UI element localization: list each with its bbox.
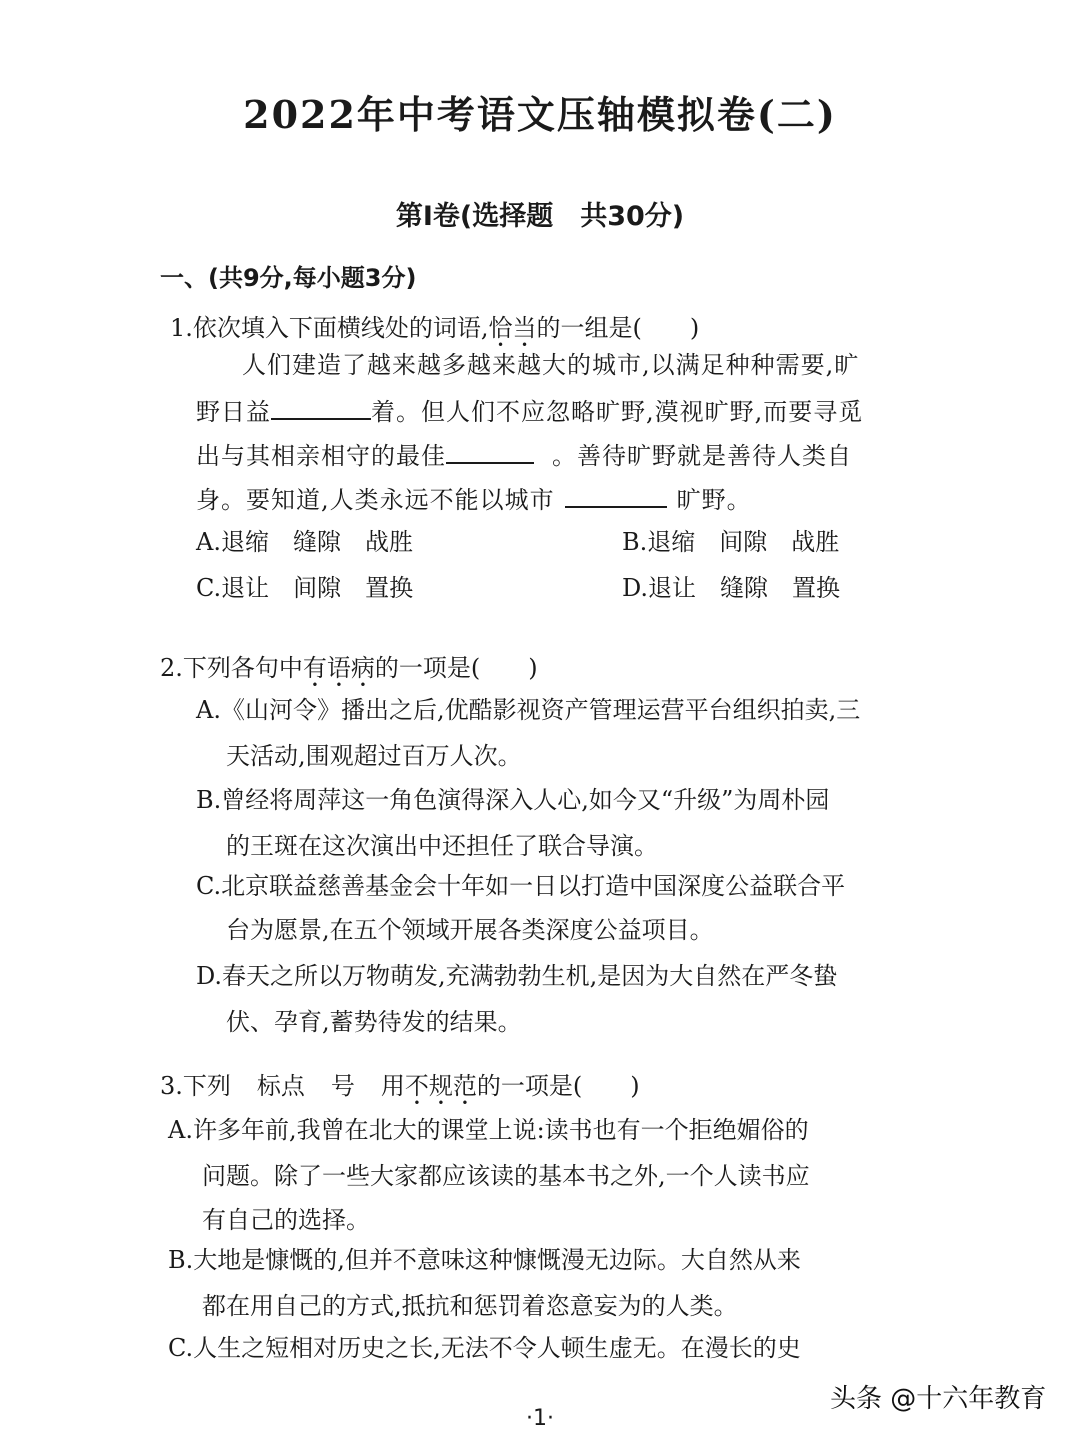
q2-option-d-line-1: D.春天之所以万物萌发,充满勃勃生机,是因为大自然在严冬蛰 (196, 962, 838, 990)
fill-blank-1 (271, 396, 371, 420)
q3-stem-text: 3.下列 (160, 1072, 231, 1100)
q3-option-a-line-2: 问题。除了一些大家都应该读的基本书之外,一个人读书应 (202, 1162, 810, 1190)
emphasis-char: 规 (428, 1072, 453, 1100)
q1-option-d: D.退让 缝隙 置换 (622, 574, 841, 602)
q1-stem-tail: 的一组是( ) (536, 314, 700, 342)
passage-text: 身。要知道,人类永远不能以城市 (196, 486, 555, 514)
q2-option-d-line-2: 伏、孕育,蓄势待发的结果。 (226, 1008, 522, 1036)
emphasis-char: 有 (302, 654, 327, 682)
q1-option-b: B.退缩 间隙 战胜 (622, 528, 840, 556)
q2-option-c-line-1: C.北京联益慈善基金会十年如一日以打造中国深度公益联合平 (196, 872, 846, 900)
q1-passage-line-1: 人们建造了越来越多越来越大的城市,以满足种种需要,旷 (242, 351, 860, 379)
emphasis-char: 当 (512, 314, 537, 342)
q3-option-a-line-1: A.许多年前,我曾在北大的课堂上说:读书也有一个拒绝媚俗的 (168, 1116, 809, 1144)
q1-option-a: A.退缩 缝隙 战胜 (196, 528, 413, 556)
q3-stem-tail: 的一项是( ) (476, 1072, 640, 1100)
q3-stem-text: 用 (380, 1072, 405, 1100)
passage-text: 旷野。 (676, 486, 752, 514)
q3-option-a-line-3: 有自己的选择。 (202, 1206, 370, 1234)
q3-stem-text: 标点 (256, 1072, 305, 1100)
section-heading: 一、(共9分,每小题3分) (160, 264, 417, 292)
passage-text: 野日益 (196, 398, 271, 426)
page-number: ·1· (526, 1406, 554, 1431)
exam-title: 2022年中考语文压轴模拟卷(二) (243, 92, 837, 137)
q3-option-b-line-1: B.大地是慷慨的,但并不意味这种慷慨漫无边际。大自然从来 (168, 1246, 801, 1274)
q2-option-c-line-2: 台为愿景,在五个领域开展各类深度公益项目。 (226, 916, 714, 944)
q2-option-a-line-2: 天活动,围观超过百万人次。 (226, 742, 522, 770)
passage-text: 出与其相亲相守的最佳 (196, 442, 446, 470)
emphasis-char: 病 (350, 654, 375, 682)
q1-option-c: C.退让 间隙 置换 (196, 574, 414, 602)
q1-stem-text: 1.依次填入下面横线处的词语, (170, 314, 489, 342)
q1-passage-line-3 (196, 436, 852, 471)
question-3-stem (160, 1066, 640, 1101)
q2-option-a-line-1: A.《山河令》播出之后,优酷影视资产管理运营平台组织拍卖,三 (196, 696, 861, 724)
q2-stem-text: 2.下列各句中 (160, 654, 303, 682)
question-1-stem (170, 308, 699, 343)
emphasis-char: 语 (326, 654, 351, 682)
emphasis-char: 不 (404, 1072, 429, 1100)
q2-stem-tail: 的一项是( ) (374, 654, 538, 682)
q3-option-c-line-1: C.人生之短相对历史之长,无法不令人顿生虚无。在漫长的史 (168, 1334, 801, 1362)
passage-text: 。善待旷野就是善待人类自 (552, 442, 852, 470)
q2-option-b-line-2: 的王斑在这次演出中还担任了联合导演。 (226, 832, 658, 860)
fill-blank-2 (446, 440, 534, 464)
part-heading: 第Ⅰ卷(选择题 共30分) (395, 201, 685, 232)
passage-text: 着。但人们不应忽略旷野,漠视旷野,而要寻觅 (371, 398, 864, 426)
q3-stem-text: 号 (330, 1072, 355, 1100)
question-2-stem (160, 648, 538, 683)
q2-option-b-line-1: B.曾经将周萍这一角色演得深入人心,如今又“升级”为周朴园 (196, 786, 830, 814)
watermark: 头条 @十六年教育 (830, 1384, 1047, 1414)
q1-passage-line-2 (196, 392, 863, 427)
fill-blank-3 (565, 484, 667, 508)
q1-passage-line-4 (196, 480, 752, 515)
q3-option-b-line-2: 都在用自己的方式,抵抗和惩罚着恣意妄为的人类。 (202, 1292, 738, 1320)
emphasis-char: 范 (452, 1072, 477, 1100)
emphasis-char: 恰 (488, 314, 513, 342)
